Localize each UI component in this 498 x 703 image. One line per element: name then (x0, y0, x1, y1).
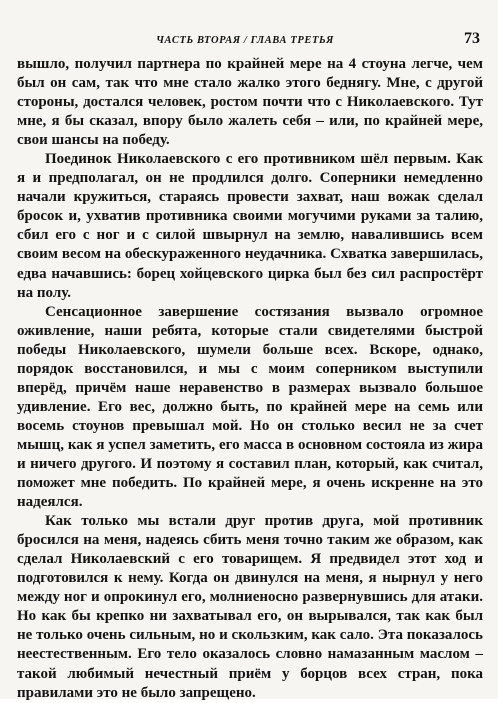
page-number: 73 (464, 30, 480, 47)
paragraph: Сенсационное завершение состязания вызвало огромное оживление, наши ребята, которые стали свидетелями быстрой победы Николаевского, шумели больше всех. Вскоре, однако, порядок восстановился, и мы с моим соперником выступили вперёд, причём наше неравенство в размерах вызвало большое удивление. Его вес, должно быть, по крайней мере на семь или восемь стоунов превышал мой. Но он столько весил не за счет мышц, как я успел заметить, его масса в основном состояла из жира и ничего другого. И поэтому я составил план, который, как считал, поможет мне победить. По крайней мере, я очень искренне на это надеялся. (17, 303, 483, 511)
paragraph: Как только мы встали друг против друга, мой противник бросился на меня, надеясь сбить меня точно таким же образом, как сделал Николаевский с его товарищем. Я предвидел этот ход и подготовился к нему. Когда он двинулся на меня, я нырнул у него между ног и опрокинул его, молниеносно развернувшись для атаки. Но как бы крепко ни захватывал его, он вырывался, так как был не только очень сильным, но и скользким, как сало. Эта показалось неестественным. Его тело оказалось словно намазанным маслом – такой любимый нечестный приём у борцов всех стран, пока правилами это не было запрещено. (17, 513, 483, 701)
paragraph-continued: вышло, получил партнера по крайней мере на 4 стоуна легче, чем был он сам, так что мне стало жалко этого беднягу. Мне, с другой стороны, достался человек, ростом почти что с Николаевского. Тут мне, я бы сказал, впору было жалеть себя – или, по крайней мере, свои шансы на победу. (17, 56, 483, 149)
body-text (17, 55, 483, 703)
running-head: ЧАСТЬ ВТОРАЯ / ГЛАВА ТРЕТЬЯ (156, 35, 334, 46)
paragraph: Поединок Николаевского с его противником шёл первым. Как я и предполагал, он не продлился долго. Соперники немедленно начали кружиться, стараясь провести захват, наш вожак сделал бросок и, ухватив противника своими могучими руками за талию, сбил его с ног и с силой швырнул на землю, навалившись всем своим весом на обескураженного неудачника. Схватка завершилась, едва начавшись: борец хойцевского цирка был без сил распростёрт на полу. (17, 151, 483, 301)
